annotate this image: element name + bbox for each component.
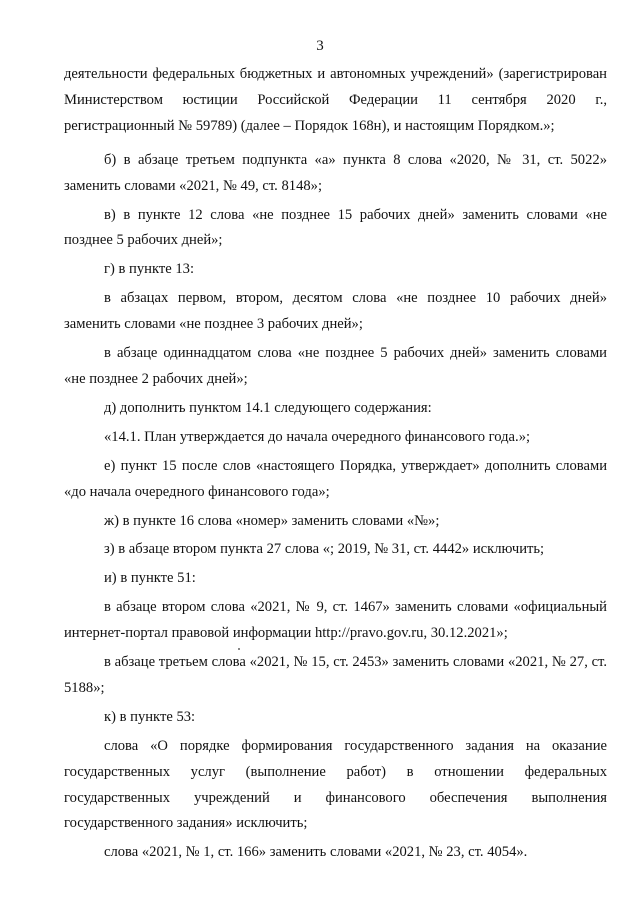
paragraph-item-d-quote: «14.1. План утверждается до начала очередного финансового года.»; [104,428,531,445]
paragraph-item-k: к) в пункте 53: [104,708,196,725]
paragraph-item-g-sub1: в абзацах первом, втором, десятом слова «не позднее 10 рабочих дней» заменить словами «не позднее 3 рабочих дней»; [64,290,607,333]
paragraph-item-z: з) в абзаце втором пункта 27 слова «; 2019, № 31, ст. 4442» исключить; [104,541,545,558]
paragraph-item-i: и) в пункте 51: [104,570,196,587]
scan-speck [238,648,240,650]
paragraph-item-i-sub1: в абзаце втором слова «2021, № 9, ст. 1467» заменить словами «официальный интернет-портал правовой информации http://pravo.gov.ru, 30.12.2021»; [64,599,607,642]
paragraph-item-i-sub2: в абзаце третьем слова «2021, № 15, ст. 2453» заменить словами «2021, № 27, ст. 5188»; [64,654,607,696]
paragraph-item-d: д) дополнить пунктом 14.1 следующего содержания: [104,399,432,416]
paragraph-item-zh: ж) в пункте 16 слова «номер» заменить словами «№»; [104,512,440,529]
document-body [64,62,607,866]
paragraph-item-v: в) в пункте 12 слова «не позднее 15 рабочих дней» заменить словами «не позднее 5 рабочих дней»; [64,206,607,249]
paragraph-item-g: г) в пункте 13: [104,261,194,278]
paragraph-item-b: б) в абзаце третьем подпункта «а» пункта 8 слова «2020, № 31, ст. 5022» заменить словами «2021, № 49, ст. 8148»; [64,151,607,194]
paragraph-continuation: деятельности федеральных бюджетных и автономных учреждений» (зарегистрирован Министерством юстиции Российской Федерации 11 сентября 2020 г., регистрационный № 59789) (далее – Порядок 168н), и настоящим Порядком.»; [64,66,607,134]
paragraph-item-k-sub2: слова «2021, № 1, ст. 166» заменить словами «2021, № 23, ст. 4054». [104,844,528,861]
paragraph-item-k-sub1: слова «О порядке формирования государственного задания на оказание государственных услуг (выполнение работ) в отношении федеральных государственных учреждений и финансового обеспечения выполнения государственного задания» исключить; [64,737,607,832]
paragraph-item-e: е) пункт 15 после слов «настоящего Порядка, утверждает» дополнить словами «до начала очередного финансового года»; [64,457,607,500]
page-number: 3 [316,38,324,54]
paragraph-item-g-sub2: в абзаце одиннадцатом слова «не позднее 5 рабочих дней» заменить словами «не позднее 2 рабочих дней»; [64,345,607,387]
